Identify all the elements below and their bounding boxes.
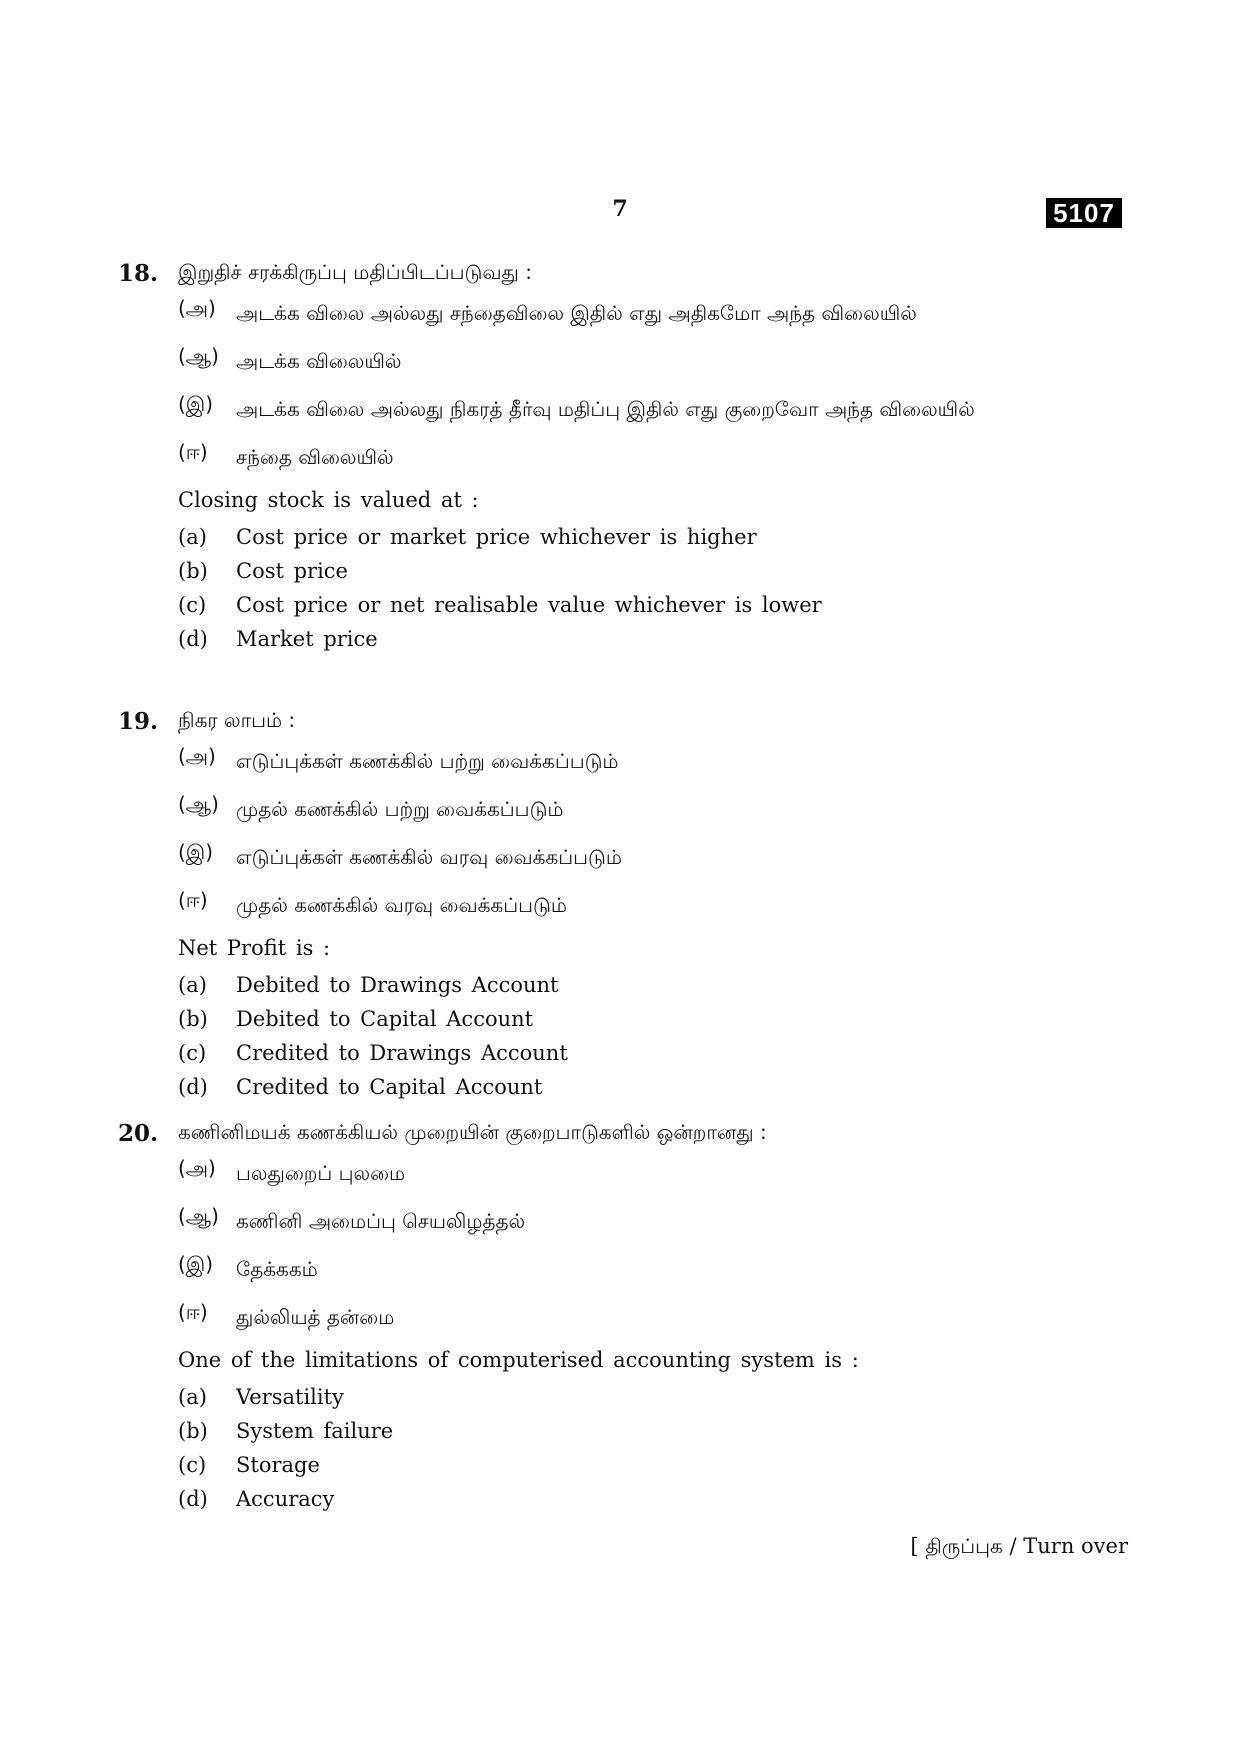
question-number: 20. — [118, 1120, 159, 1147]
tamil-option — [178, 744, 1128, 778]
option-text: பலதுறைப் புலமை — [236, 1161, 406, 1185]
option-label: (ஆ) — [178, 792, 219, 816]
option-text: Market price — [236, 627, 378, 651]
option-text: Debited to Drawings Account — [236, 973, 559, 997]
question-19 — [118, 708, 1128, 1104]
option-text: Credited to Capital Account — [236, 1075, 543, 1099]
question-text-english: Closing stock is valued at : — [178, 488, 479, 512]
footer-separator: / — [1009, 1534, 1017, 1558]
option-text: Versatility — [236, 1385, 344, 1409]
option-text: Storage — [236, 1453, 320, 1477]
english-option — [178, 1414, 1128, 1448]
question-20 — [118, 1120, 1128, 1516]
option-text: எடுப்புக்கள் கணக்கில் வரவு வைக்கப்படும் — [236, 845, 622, 869]
turn-over-note — [910, 1534, 1128, 1561]
option-text: Accuracy — [236, 1487, 335, 1511]
option-label: (c) — [178, 1453, 207, 1477]
option-label: (அ) — [178, 1156, 216, 1180]
page-number: 7 — [612, 196, 628, 222]
tamil-option — [178, 1300, 1128, 1334]
english-option — [178, 1380, 1128, 1414]
tamil-option — [178, 440, 1128, 474]
english-option — [178, 1002, 1128, 1036]
option-label: (ஈ) — [178, 888, 208, 912]
option-label: (b) — [178, 559, 208, 583]
option-text: Cost price or net realisable value whichever is lower — [236, 593, 822, 617]
tamil-option — [178, 840, 1128, 874]
english-option — [178, 1070, 1128, 1104]
option-label: (ஆ) — [178, 1204, 219, 1228]
option-text: அடக்க விலையில் — [236, 349, 402, 373]
option-text: தேக்ககம் — [236, 1257, 318, 1281]
option-label: (c) — [178, 1041, 207, 1065]
option-text: Cost price or market price whichever is higher — [236, 525, 757, 549]
option-label: (அ) — [178, 744, 216, 768]
english-option — [178, 622, 1128, 656]
question-number: 19. — [118, 708, 159, 735]
option-label: (ஈ) — [178, 1300, 208, 1324]
option-text: Debited to Capital Account — [236, 1007, 534, 1031]
question-text-tamil: இறுதிச் சரக்கிருப்பு மதிப்பிடப்படுவது : — [178, 260, 532, 284]
option-label: (இ) — [178, 392, 214, 416]
option-text: அடக்க விலை அல்லது நிகரத் தீர்வு மதிப்பு இதில் எது குறைவோ அந்த விலையில் — [236, 397, 975, 421]
option-text: அடக்க விலை அல்லது சந்தைவிலை இதில் எது அதிகமோ அந்த விலையில் — [236, 301, 917, 325]
footer-bracket: [ — [910, 1534, 919, 1558]
tamil-option — [178, 1204, 1128, 1238]
question-18 — [118, 260, 1128, 656]
option-label: (ஈ) — [178, 440, 208, 464]
english-option — [178, 554, 1128, 588]
option-text: System failure — [236, 1419, 394, 1443]
option-text: Credited to Drawings Account — [236, 1041, 568, 1065]
english-option — [178, 968, 1128, 1002]
question-text-tamil: நிகர லாபம் : — [178, 708, 296, 732]
footer-tamil: திருப்புக — [925, 1534, 1003, 1558]
option-label: (b) — [178, 1419, 208, 1443]
tamil-option — [178, 1156, 1128, 1190]
option-label: (b) — [178, 1007, 208, 1031]
option-label: (d) — [178, 1487, 208, 1511]
option-label: (a) — [178, 1385, 207, 1409]
tamil-option — [178, 344, 1128, 378]
option-label: (அ) — [178, 296, 216, 320]
option-label: (ஆ) — [178, 344, 219, 368]
tamil-option — [178, 888, 1128, 922]
tamil-option — [178, 392, 1128, 426]
question-text-english: Net Profit is : — [178, 936, 331, 960]
option-text: எடுப்புக்கள் கணக்கில் பற்று வைக்கப்படும் — [236, 749, 619, 773]
paper-code-badge: 5107 — [1046, 198, 1122, 228]
english-option — [178, 1036, 1128, 1070]
tamil-option — [178, 792, 1128, 826]
question-number: 18. — [118, 260, 159, 287]
question-text-tamil: கணினிமயக் கணக்கியல் முறையின் குறைபாடுகளில் ஒன்றானது : — [178, 1120, 767, 1144]
option-text: சந்தை விலையில் — [236, 445, 394, 469]
option-text: கணினி அமைப்பு செயலிழத்தல் — [236, 1209, 526, 1233]
english-option — [178, 588, 1128, 622]
tamil-option — [178, 296, 1128, 330]
english-option — [178, 1448, 1128, 1482]
option-label: (d) — [178, 627, 208, 651]
option-label: (d) — [178, 1075, 208, 1099]
option-label: (a) — [178, 525, 207, 549]
english-option — [178, 520, 1128, 554]
option-label: (இ) — [178, 1252, 214, 1276]
option-text: Cost price — [236, 559, 348, 583]
option-label: (a) — [178, 973, 207, 997]
option-text: முதல் கணக்கில் வரவு வைக்கப்படும் — [236, 893, 567, 917]
tamil-option — [178, 1252, 1128, 1286]
option-label: (c) — [178, 593, 207, 617]
option-text: துல்லியத் தன்மை — [236, 1305, 395, 1329]
question-text-english: One of the limitations of computerised accounting system is : — [178, 1348, 859, 1372]
option-label: (இ) — [178, 840, 214, 864]
english-option — [178, 1482, 1128, 1516]
footer-english: Turn over — [1023, 1534, 1128, 1558]
option-text: முதல் கணக்கில் பற்று வைக்கப்படும் — [236, 797, 564, 821]
